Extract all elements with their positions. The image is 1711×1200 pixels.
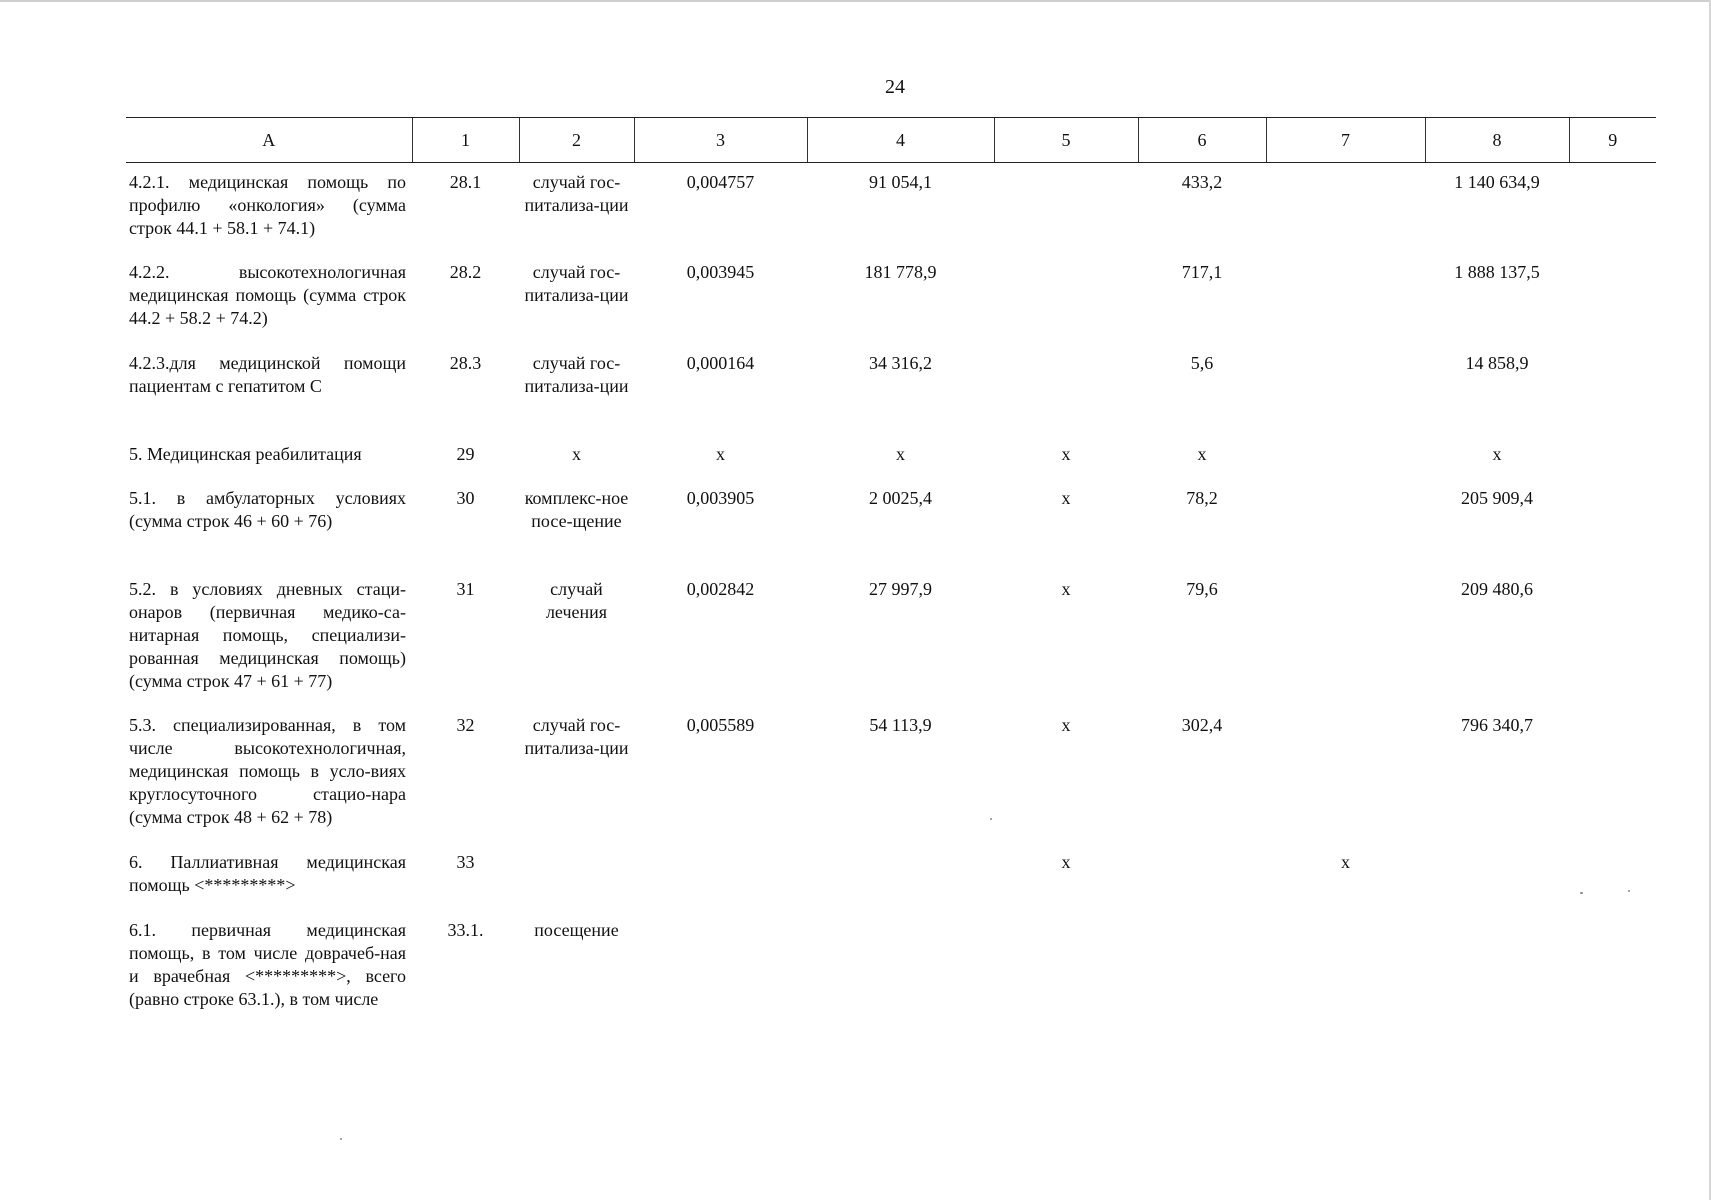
value-cell-9 — [1569, 344, 1656, 435]
unit-cell: посещение — [534, 919, 619, 940]
table-row — [126, 163, 1656, 253]
column-header-7: 7 — [1266, 118, 1425, 163]
row-number: 31 — [456, 578, 475, 599]
value-cell-6 — [1138, 843, 1266, 911]
row-label: 5.3. специализированная, в том числе высокотехнологичная, медицинская помощь в усло-виях круглосуточного стацио-нара (сумма строк 48 + 62 + 78) — [129, 714, 406, 827]
value-cell-5: х — [1061, 714, 1071, 735]
value-cell-9 — [1569, 479, 1656, 570]
column-header-1: 1 — [412, 118, 519, 163]
value-cell-3: 0,000164 — [686, 352, 755, 373]
row-number: 28.3 — [449, 352, 482, 373]
value-cell-9 — [1569, 706, 1656, 843]
table-row — [126, 570, 1656, 706]
value-cell-9 — [1569, 911, 1656, 1031]
value-cell-4 — [807, 843, 994, 911]
value-cell-5: х — [1061, 578, 1071, 599]
value-cell-6: 717,1 — [1181, 261, 1223, 282]
value-cell-7 — [1266, 163, 1425, 253]
row-label: 4.2.2. высокотехнологичная медицинская помощь (сумма строк 44.2 + 58.2 + 74.2) — [129, 261, 406, 328]
value-cell-5: х — [1061, 851, 1071, 872]
row-number: 33 — [456, 851, 475, 872]
value-cell-8: 1 140 634,9 — [1454, 172, 1540, 192]
value-cell-8 — [1425, 843, 1569, 911]
value-cell-7 — [1266, 344, 1425, 435]
value-cell-8 — [1425, 911, 1569, 1031]
unit-cell — [519, 843, 634, 911]
table-row — [126, 253, 1656, 344]
value-cell-3: х — [716, 443, 725, 464]
scan-speck — [1628, 890, 1630, 892]
value-cell-3: 0,003905 — [686, 487, 755, 508]
value-cell-7 — [1266, 253, 1425, 344]
value-cell-5 — [994, 253, 1138, 344]
value-cell-8: 14 858,9 — [1465, 352, 1529, 373]
value-cell-5: х — [1061, 443, 1071, 464]
value-cell-6: 433,2 — [1181, 172, 1223, 192]
table-row — [126, 479, 1656, 570]
value-cell-5 — [994, 344, 1138, 435]
value-cell-8: х — [1492, 443, 1502, 464]
table-row — [126, 843, 1656, 911]
row-label: 4.2.3.для медицинской помощи пациентам с гепатитом С — [129, 352, 406, 396]
row-number: 33.1. — [447, 919, 484, 940]
column-header-8: 8 — [1425, 118, 1569, 163]
table-row — [126, 344, 1656, 435]
header-row — [126, 118, 1656, 163]
value-cell-6: х — [1197, 443, 1207, 464]
value-cell-7 — [1266, 435, 1425, 479]
value-cell-6: 79,6 — [1186, 578, 1218, 599]
value-cell-9 — [1569, 435, 1656, 479]
unit-cell: случай гос-питализа-ции — [524, 714, 629, 758]
column-header-4: 4 — [807, 118, 994, 163]
unit-cell: случай гос-питализа-ции — [524, 261, 629, 305]
value-cell-7 — [1266, 570, 1425, 706]
column-header-3: 3 — [634, 118, 807, 163]
value-cell-8: 796 340,7 — [1461, 714, 1533, 735]
row-label: 6.1. первичная медицинская помощь, в том числе доврачеб-ная и врачебная <*********>, всего (равно строке 63.1.), в том числе — [129, 919, 406, 1009]
value-cell-3 — [634, 843, 807, 911]
row-label: 4.2.1. медицинская помощь по профилю «онкология» (сумма строк 44.1 + 58.1 + 74.1) — [129, 172, 406, 238]
value-cell-8: 209 480,6 — [1461, 578, 1533, 599]
value-cell-6: 302,4 — [1181, 714, 1223, 735]
value-cell-6: 78,2 — [1186, 487, 1218, 508]
value-cell-3: 0,002842 — [686, 578, 755, 599]
unit-cell: х — [572, 443, 581, 464]
table-row — [126, 706, 1656, 843]
value-cell-6: 5,6 — [1190, 352, 1214, 373]
column-header-9: 9 — [1569, 118, 1656, 163]
table-row — [126, 911, 1656, 1031]
row-number: 28.1 — [449, 172, 482, 192]
row-number: 29 — [456, 443, 475, 464]
value-cell-4: 34 316,2 — [869, 352, 932, 373]
unit-cell: комплекс-ное посе-щение — [524, 487, 629, 531]
value-cell-4: х — [896, 443, 905, 464]
unit-cell: случай гос-питализа-ции — [524, 352, 629, 396]
scan-speck — [1580, 892, 1583, 894]
value-cell-4: 54 113,9 — [869, 714, 932, 735]
value-cell-7 — [1266, 706, 1425, 843]
value-cell-4 — [807, 911, 994, 1031]
row-label: 5. Медицинская реабилитация — [129, 443, 362, 464]
scan-top-edge — [0, 0, 1711, 2]
column-header-6: 6 — [1138, 118, 1266, 163]
unit-cell: случай лечения — [545, 578, 608, 622]
value-cell-4: 91 054,1 — [869, 172, 932, 192]
value-cell-5 — [994, 911, 1138, 1031]
value-cell-3: 0,005589 — [686, 714, 755, 735]
value-cell-9 — [1569, 570, 1656, 706]
unit-cell: случай гос-питализа-ции — [524, 172, 629, 215]
column-header-a: А — [126, 118, 412, 163]
value-cell-5: х — [1061, 487, 1071, 508]
row-label: 5.1. в амбулаторных условиях (сумма строк 46 + 60 + 76) — [129, 487, 406, 531]
page-number: 24 — [885, 76, 905, 98]
row-label: 5.2. в условиях дневных стаци-онаров (первичная медико-са-нитарная помощь, специализи-рованная медицинская помощь) (сумма строк 47 + 61 + 77) — [129, 578, 406, 691]
value-cell-6 — [1138, 911, 1266, 1031]
row-label: 6. Паллиативная медицинская помощь <*********> — [129, 851, 406, 895]
value-cell-4: 2 0025,4 — [869, 487, 932, 508]
value-cell-4: 181 778,9 — [864, 261, 937, 282]
row-number: 30 — [456, 487, 475, 508]
value-cell-5 — [994, 163, 1138, 253]
row-number: 28.2 — [449, 261, 482, 282]
column-header-5: 5 — [994, 118, 1138, 163]
row-number: 32 — [456, 714, 475, 735]
value-cell-3: 0,004757 — [686, 172, 755, 192]
value-cell-8: 1 888 137,5 — [1454, 261, 1540, 282]
value-cell-9 — [1569, 253, 1656, 344]
value-cell-7 — [1266, 479, 1425, 570]
value-cell-9 — [1569, 843, 1656, 911]
value-cell-9 — [1569, 163, 1656, 253]
table-row — [126, 435, 1656, 479]
value-cell-7 — [1266, 911, 1425, 1031]
data-table — [126, 117, 1656, 1031]
value-cell-4: 27 997,9 — [869, 578, 932, 599]
scan-speck — [340, 1138, 342, 1140]
value-cell-8: 205 909,4 — [1461, 487, 1533, 508]
value-cell-7: х — [1341, 851, 1350, 872]
scan-speck — [990, 818, 992, 820]
value-cell-3: 0,003945 — [686, 261, 755, 282]
value-cell-3 — [634, 911, 807, 1031]
column-header-2: 2 — [519, 118, 634, 163]
